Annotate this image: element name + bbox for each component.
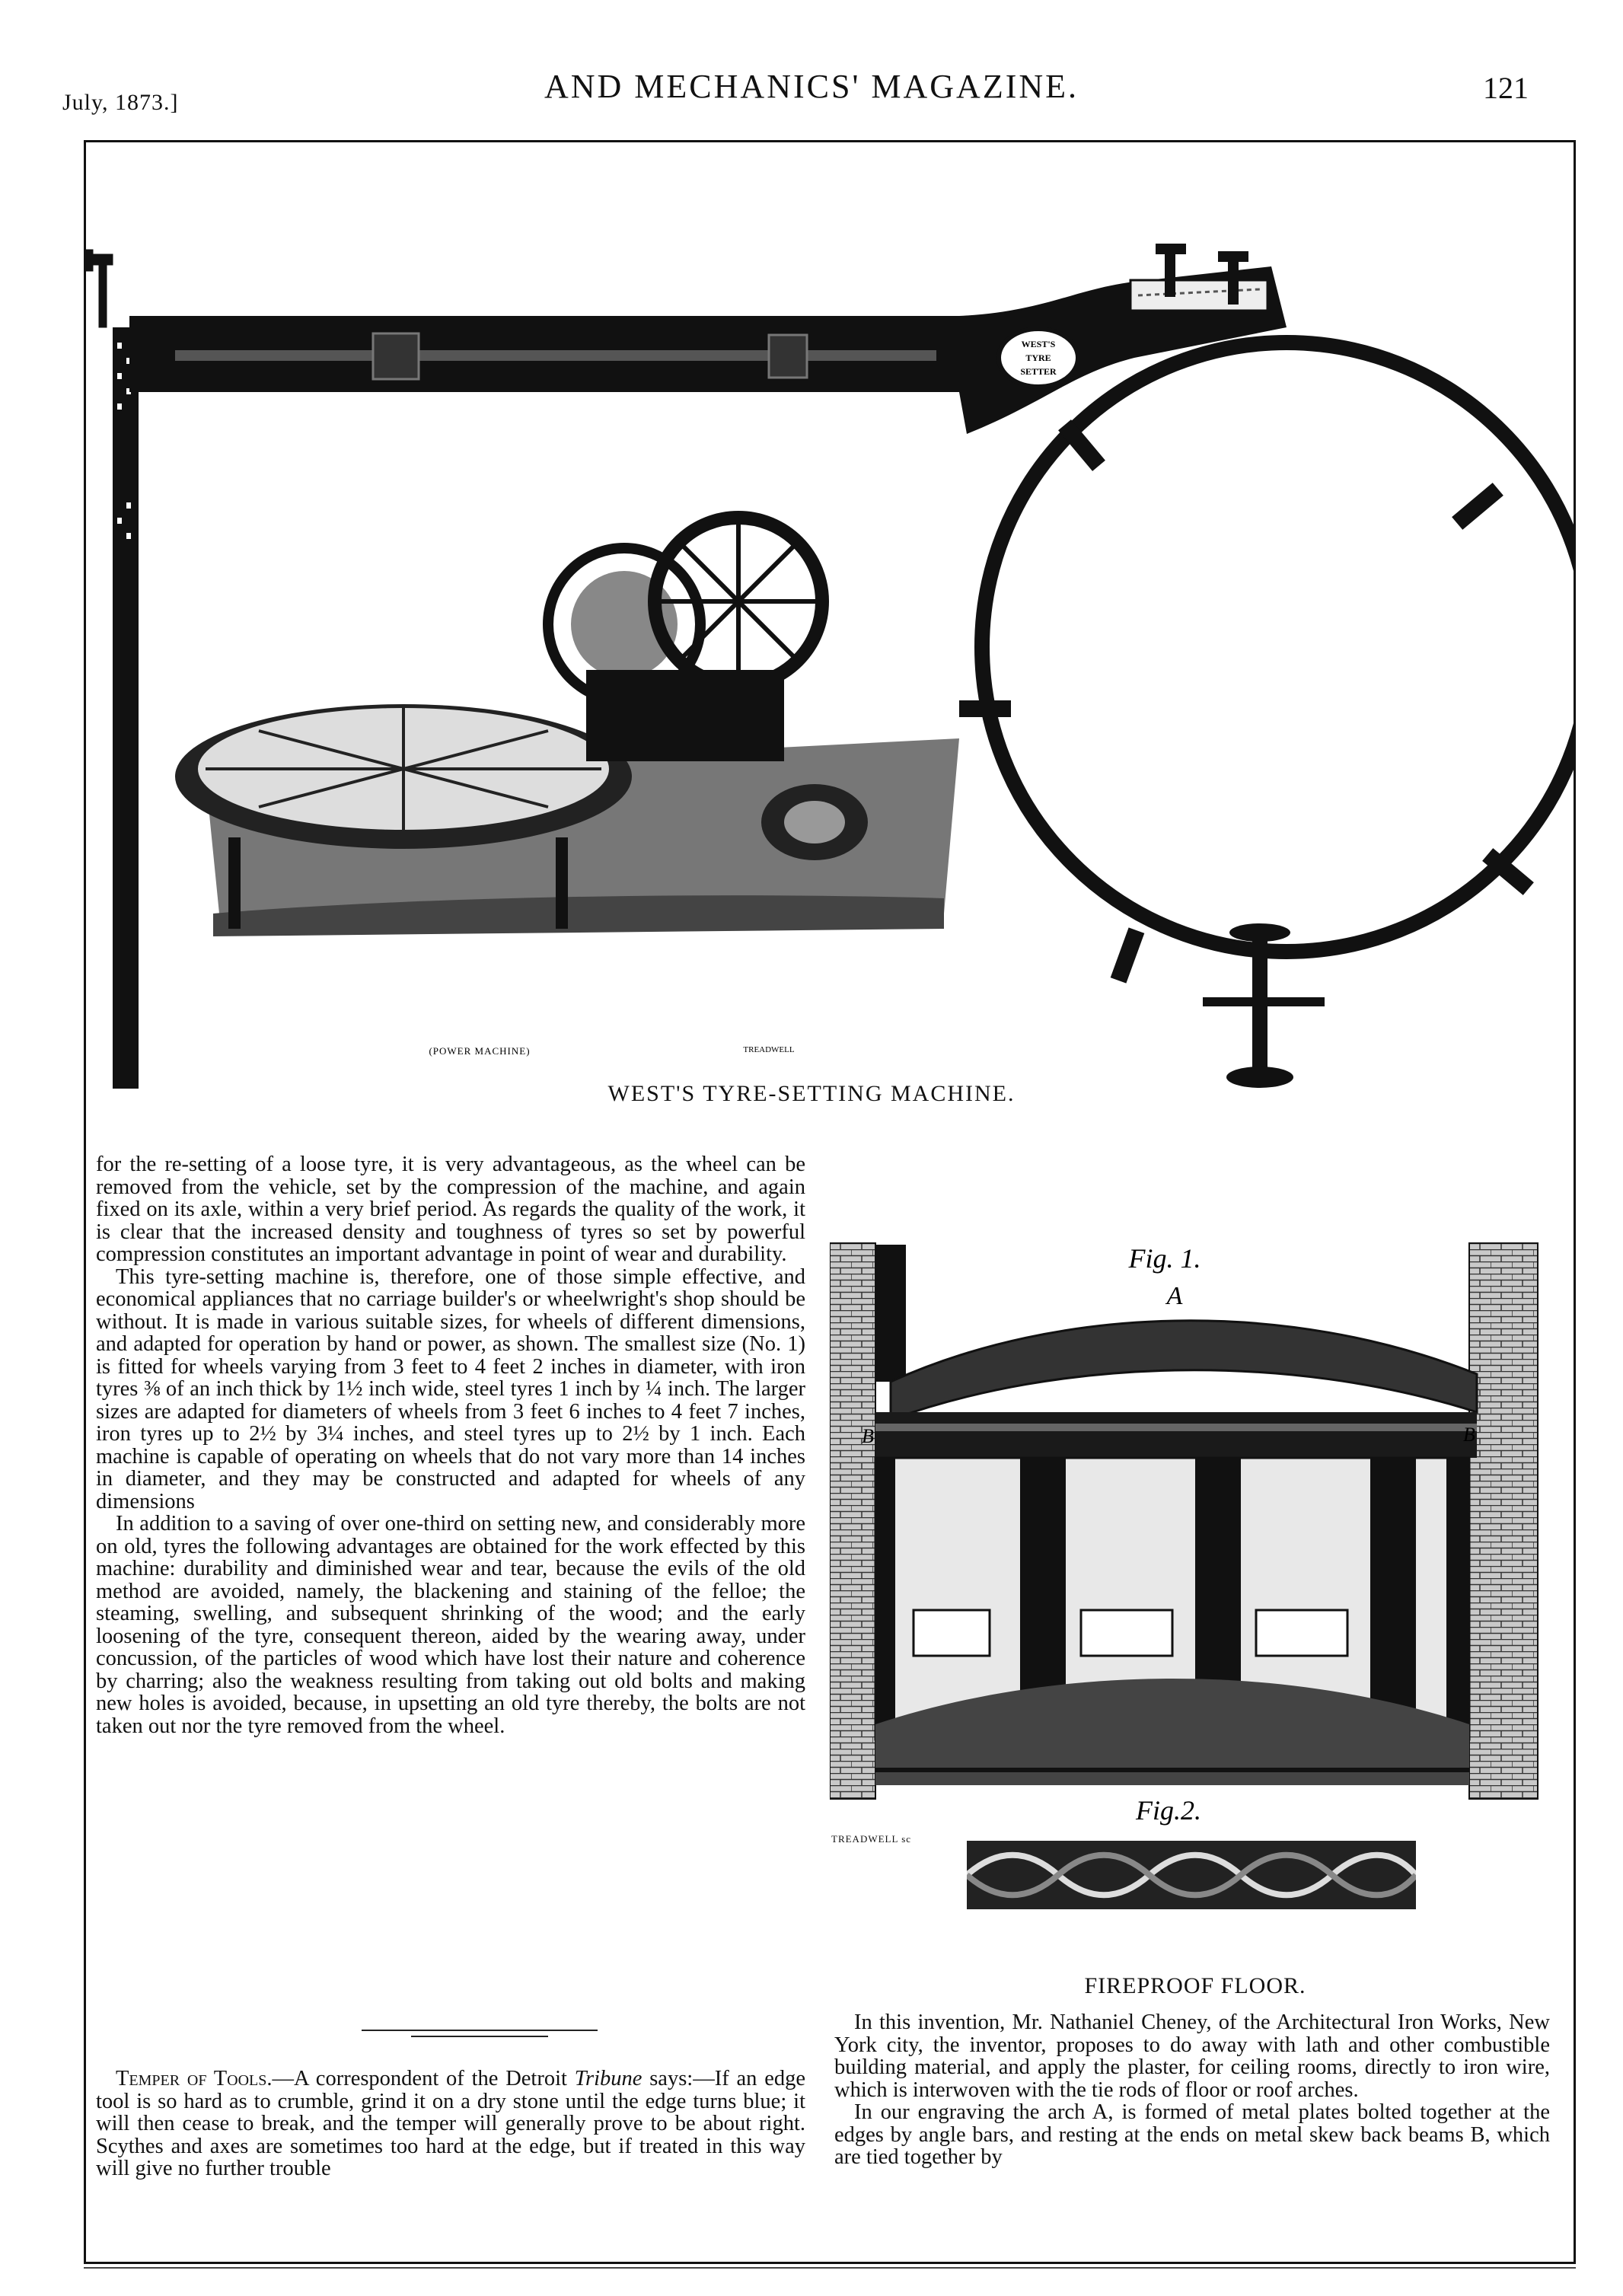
label-B-left: B — [862, 1425, 874, 1447]
magazine-title: AND MECHANICS' MAGAZINE. — [544, 68, 1079, 105]
left-pillar — [875, 1245, 906, 1382]
skew-back-beam — [875, 1412, 1477, 1458]
figure-caption-tyre-setting: WEST'S TYRE-SETTING MACHINE. — [607, 1081, 1016, 1106]
article-body: says:—If an edge tool is so hard as to crumble, grind it on a dry stone until the edge turns blue; it will then cease to break, and the temper will generally prove to be about right. Scythes and axes are sometimes too hard at the edge, but if treated in this way will give no further trouble — [96, 2067, 805, 2180]
article-heading: Temper of Tools. — [116, 2067, 273, 2090]
page-number: 121 — [1483, 71, 1529, 105]
section-divider — [362, 2030, 598, 2037]
bottom-rule — [84, 2267, 1576, 2269]
temper-of-tools-article — [96, 2068, 805, 2180]
engraver-credit-fig2: TREADWELL sc — [831, 1833, 912, 1845]
right-brick-wall — [1469, 1243, 1538, 1799]
tyre-setting-machine-illustration — [84, 244, 1576, 1104]
article-paragraph: In addition to a saving of over one-third on setting new, and considerably more on old, tyres the following advantages are obtained for the work effected by this machine: durability and diminished wear and tear, because the evils of the old method are avoided, namely, the blackening and staining of the felloe; the steaming, swelling, and subsequent shrinking of the wood; and the early loosening of the tyre, consequent thereon, aided by the wearing away, under concussion, of the particles of wood which have lost their nature and coherence by charring; also the weakness resulting from taking out old bolts and making new holes is avoided, because, in upsetting an old tyre thereby, the bolts are not taken out nor the tyre removed from the wheel. — [96, 1512, 805, 1738]
vertical-shaft — [113, 327, 139, 1089]
article-paragraph: This tyre-setting machine is, therefore, one of those simple effective, and economical appliances that no carriage builder's or wheelwright's shop should be without. It is made in various suitable sizes, for wheels of different dimensions, and adapted for operation by hand or power, as shown. The smallest size (No. 1) is fitted for wheels varying from 3 feet to 4 feet 2 inches in diameter, with iron tyres ⅜ of an inch thick by 1½ inch wide, steel tyres 1 inch by ¼ inch. The larger sizes are adapted for diameters of wheels from 3 feet 6 inches to 4 feet 7 inches, iron tyres up to 2½ by 3¼ inches, and steel tyres up to 2½ by 1 inch. Each machine is capable of operating on wheels that do not vary more than 14 inches in diameter, and they may be constructed and adapted for wheels of any dimensions — [96, 1264, 805, 1513]
arch-A — [891, 1321, 1477, 1420]
crank-handle — [84, 250, 113, 327]
fireproof-floor-illustration — [830, 1237, 1561, 1827]
header-date: July, 1873.] — [62, 90, 179, 115]
badge-line-2: TYRE — [1025, 352, 1051, 363]
fig2-label: Fig.2. — [1136, 1795, 1201, 1826]
power-machine-label: (POWER MACHINE) — [429, 1045, 531, 1057]
fireproof-floor-article — [834, 2011, 1550, 2169]
badge-line-3: SETTER — [1020, 366, 1057, 377]
article-intro: —A correspondent of the Detroit — [272, 2067, 575, 2090]
screw-arm — [129, 266, 1287, 434]
wests-tyre-setter-badge — [999, 329, 1078, 387]
fig1-label: Fig. 1. — [1128, 1243, 1201, 1274]
label-B-right: B — [1463, 1424, 1475, 1446]
badge-line-1: WEST'S — [1021, 339, 1056, 349]
power-machine-engraving — [175, 518, 959, 1057]
label-A: A — [1166, 1282, 1183, 1310]
article-paragraph: In this invention, Mr. Nathaniel Cheney, of the Architectural Iron Works, New York city, the inventor, proposes to do away with lath and other combustible building material, and apply the plaster, for ceiling rooms, directly to iron wire, which is interwoven with the tie rods of floor or roof arches. — [834, 2011, 1550, 2102]
wire-mesh-strip — [967, 1841, 1416, 1909]
figure-caption-fireproof-floor: FIREPROOF FLOOR. — [1084, 1973, 1306, 1998]
tyre-setting-article — [96, 1153, 805, 1737]
article-paragraph: for the re-setting of a loose tyre, it is very advantageous, as the wheel can be removed from the vehicle, set by the compression of the machine, and again fixed on its axle, within a very brief period. As regards the quality of the work, it is clear that the increased density and toughness of tyres so set by powerful compression constitutes an important advantage in point of wear and durability. — [96, 1153, 805, 1266]
publication-name: Tribune — [574, 2067, 643, 2090]
engraver-credit-fig1: TREADWELL — [743, 1045, 795, 1054]
article-paragraph: In our engraving the arch A, is formed of metal plates bolted together at the edges by angle bars, and resting at the ends on metal skew back beams B, which are tied together by — [834, 2100, 1550, 2169]
window-panels — [914, 1610, 1347, 1656]
left-brick-wall — [830, 1243, 875, 1799]
